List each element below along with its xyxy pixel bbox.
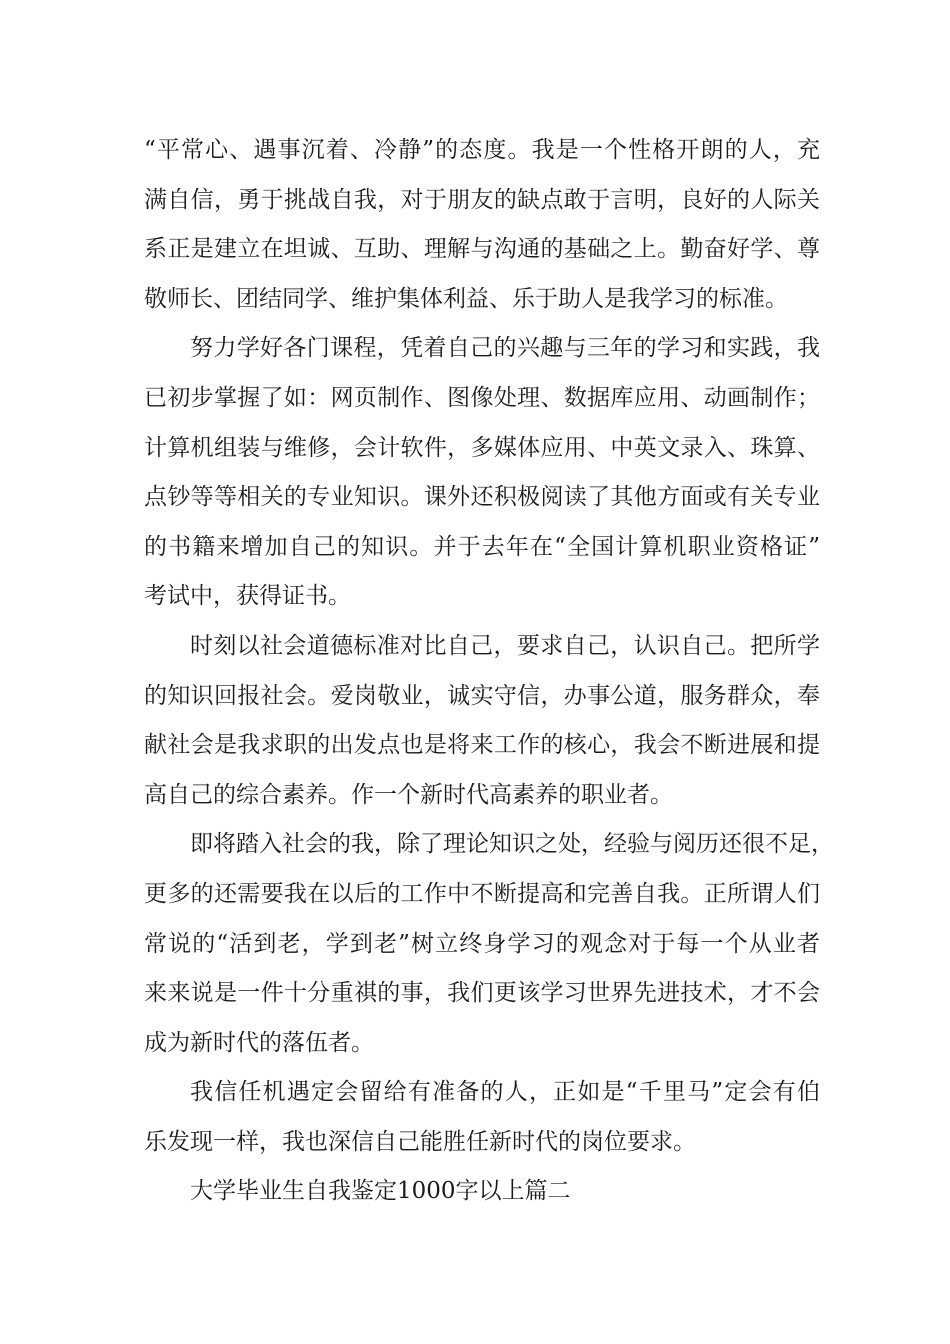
text-line: 高自己的综合素养。作一个新时代高素养的职业者。 [144,781,673,808]
text-line: 时刻以社会道德标准对比自己，要求自己，认识自己。把所学 [190,632,820,659]
text-line: 满自信，勇于挑战自我，对于朋友的缺点敢于言明，良好的人际关 [144,186,820,213]
text-line: 更多的还需要我在以后的工作中不断提高和完善自我。正所谓人们 [144,880,820,907]
text-line: 计算机组装与维修，会计软件，多媒体应用、中英文录入、珠算、 [144,434,820,461]
text-line: 成为新时代的落伍者。 [144,1029,374,1056]
text-line: 常说的“活到老，学到老”树立终身学习的观念对于每一个从业者 [144,930,820,957]
text-line: 点钞等等相关的专业知识。课外还积极阅读了其他方面或有关专业 [144,484,820,511]
text-line: 敬师长、团结同学、维护集体利益、乐于助人是我学习的标准。 [144,285,788,312]
document-body [144,126,834,1217]
section-heading: 大学毕业生自我鉴定1000字以上篇二 [190,1178,571,1205]
text-line: 的书籍来增加自己的知识。并于去年在“全国计算机职业资格证” [144,533,820,560]
text-line: 考试中，获得证书。 [144,583,351,610]
text-line: 我信任机遇定会留给有准备的人，正如是“千里马”定会有伯 [190,1079,820,1106]
text-line: “平常心、遇事沉着、冷静”的态度。我是一个性格开朗的人，充 [144,137,820,163]
text-line: 献社会是我求职的出发点也是将来工作的核心，我会不断进展和提 [144,732,820,759]
text-line: 系正是建立在坦诚、互助、理解与沟通的基础之上。勤奋好学、尊 [144,236,820,263]
text-line: 来来说是一件十分重祺的事，我们更该学习世界先进技术，才不会 [144,980,820,1007]
text-line: 努力学好各门课程，凭着自己的兴趣与三年的学习和实践，我 [190,335,820,362]
text-line: 即将踏入社会的我，除了理论知识之处，经验与阅历还很不足， [190,831,834,858]
text-line: 乐发现一样，我也深信自己能胜任新时代的岗位要求。 [144,1128,696,1155]
text-line: 已初步掌握了如：网页制作、图像处理、数据库应用、动画制作； [144,384,820,411]
text-line: 的知识回报社会。爱岗敬业，诚实守信，办事公道，服务群众，奉 [144,682,820,709]
